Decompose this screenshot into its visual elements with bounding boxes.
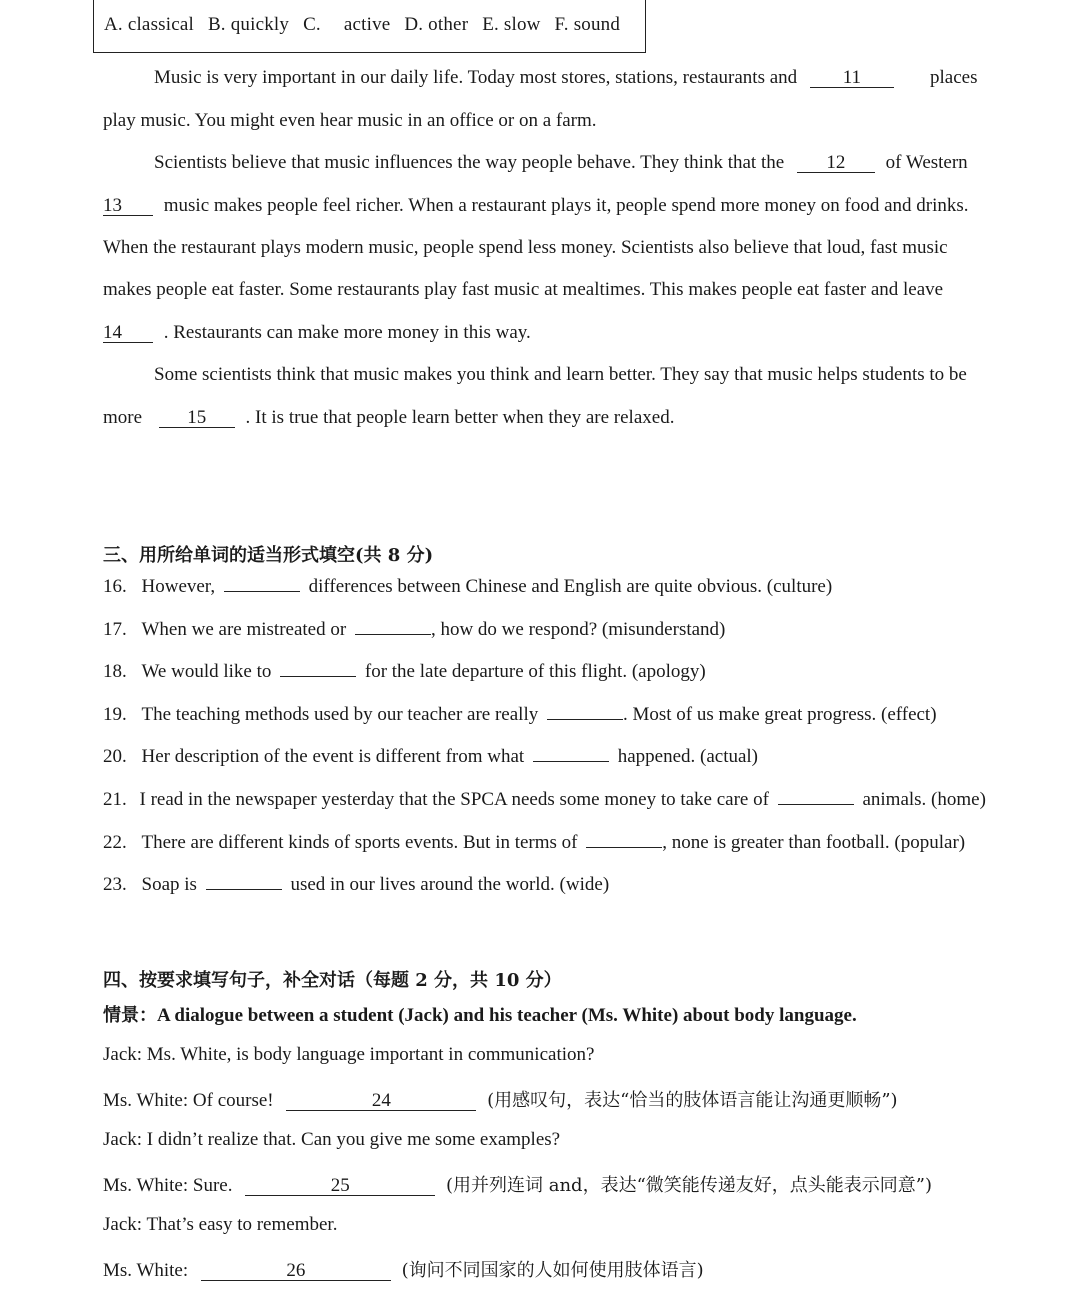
- options-box: [93, 0, 646, 53]
- answer-blank-17[interactable]: [355, 634, 431, 635]
- option-a: A. classical: [104, 14, 194, 35]
- passage-p1-line2: play music. You might even hear music in an office or on a farm.: [103, 110, 597, 131]
- answer-blank-21[interactable]: [778, 804, 854, 805]
- section4-heading: 四、按要求填写句子，补全对话（每题 2 分，共 10 分）: [103, 970, 562, 991]
- option-b: B. quickly: [207, 14, 290, 35]
- options-line: [104, 14, 629, 36]
- passage-p2-line1: Scientists believe that music influences the way people behave. They think that the 12 of Western: [154, 152, 968, 173]
- question-19: 19. The teaching methods used by our teacher are really . Most of us make great progress. (effect): [103, 704, 937, 725]
- passage-p1-line1: Music is very important in our daily life. Today most stores, stations, restaurants and 11: [154, 67, 894, 89]
- passage-p2-line2: 13 music makes people feel richer. When a restaurant plays it, people spend more money on food and drinks.: [103, 195, 969, 216]
- passage-p3-line1: Some scientists think that music makes you think and learn better. They say that music helps students to be: [154, 364, 967, 385]
- answer-blank-20[interactable]: [533, 761, 609, 762]
- option-f: F. sound: [554, 14, 621, 35]
- question-22: 22. There are different kinds of sports events. But in terms of , none is greater than football. (popular): [103, 832, 966, 853]
- passage-p3-line2: more 15 . It is true that people learn better when they are relaxed.: [103, 407, 675, 428]
- blank-15[interactable]: 15: [159, 408, 235, 428]
- dialogue-line-6: Ms. White: 26 (询问不同国家的人如何使用肢体语言): [103, 1260, 704, 1281]
- dialogue-line-4: Ms. White: Sure. 25 (用并列连词 and，表达“微笑能传递友好，点头能表示同意”): [103, 1175, 932, 1196]
- dialogue-line-1: Jack: Ms. White, is body language important in communication?: [103, 1044, 595, 1065]
- blank-13[interactable]: 13: [103, 196, 153, 216]
- passage-p2-line5: 14 . Restaurants can make more money in this way.: [103, 322, 531, 343]
- dialogue-line-3: Jack: I didn’t realize that. Can you give me some examples?: [103, 1129, 561, 1150]
- answer-blank-16[interactable]: [224, 591, 300, 592]
- blank-14[interactable]: 14: [103, 323, 153, 343]
- blank-26[interactable]: 26: [201, 1261, 391, 1281]
- answer-blank-18[interactable]: [280, 676, 356, 677]
- question-21: 21. I read in the newspaper yesterday that the SPCA needs some money to take care of animals. (home): [103, 789, 986, 810]
- option-d: D. other: [404, 14, 469, 35]
- blank-24[interactable]: 24: [286, 1091, 476, 1111]
- question-17: 17. When we are mistreated or , how do we respond? (misunderstand): [103, 619, 726, 640]
- option-e: E. slow: [482, 14, 541, 35]
- question-20: 20. Her description of the event is different from what happened. (actual): [103, 746, 759, 767]
- option-c-word: active: [343, 14, 391, 35]
- blank-11[interactable]: 11: [810, 68, 894, 88]
- passage-p1-line1-end: places: [930, 67, 978, 88]
- passage-p2-line3: When the restaurant plays modern music, people spend less money. Scientists also believe that loud, fast music: [103, 237, 948, 258]
- dialogue-line-5: Jack: That’s easy to remember.: [103, 1214, 338, 1235]
- question-23: 23. Soap is used in our lives around the world. (wide): [103, 874, 610, 895]
- question-18: 18. We would like to for the late departure of this flight. (apology): [103, 661, 706, 682]
- section3-heading: 三、用所给单词的适当形式填空(共 8 分): [103, 545, 434, 566]
- dialogue-line-2: Ms. White: Of course! 24 (用感叹句，表达“恰当的肢体语言能让沟通更顺畅”): [103, 1090, 898, 1111]
- answer-blank-22[interactable]: [586, 847, 662, 848]
- passage-p2-line4: makes people eat faster. Some restaurants play fast music at mealtimes. This makes people eat faster and leave: [103, 279, 944, 300]
- answer-blank-19[interactable]: [547, 719, 623, 720]
- section4-context: 情景：A dialogue between a student (Jack) and his teacher (Ms. White) about body language.: [103, 1005, 857, 1026]
- blank-25[interactable]: 25: [245, 1176, 435, 1196]
- option-c: C.: [303, 14, 321, 35]
- blank-12[interactable]: 12: [797, 153, 875, 173]
- question-16: 16. However, differences between Chinese and English are quite obvious. (culture): [103, 576, 833, 597]
- answer-blank-23[interactable]: [206, 889, 282, 890]
